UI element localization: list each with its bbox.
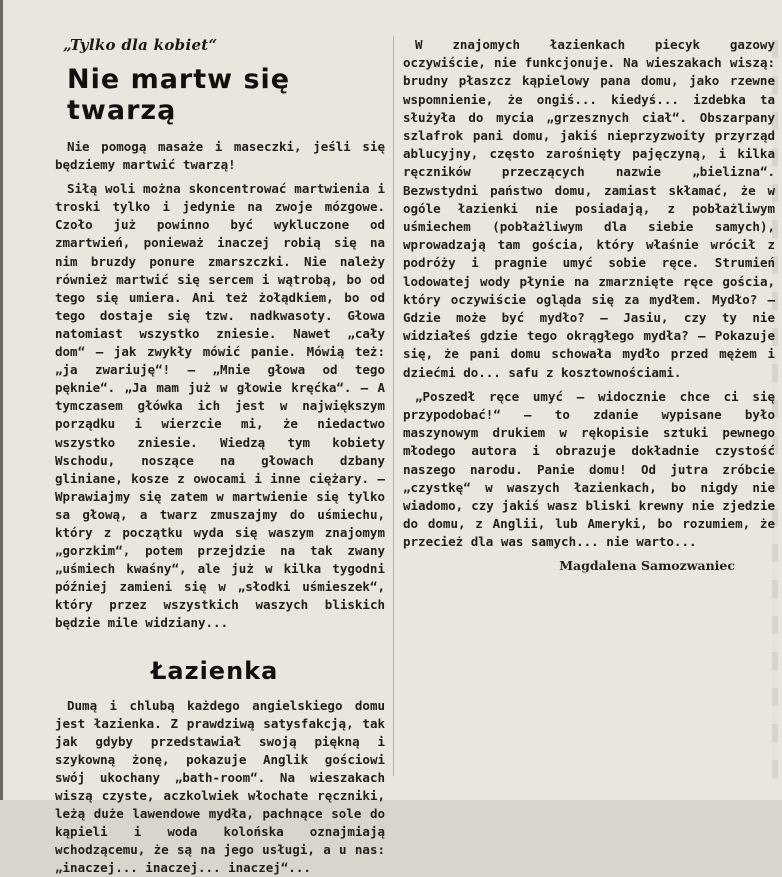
article-title-1: Nie martw się twarzą xyxy=(67,64,291,126)
article2-paragraph-1: Dumą i chlubą każdego angielskiego domu jest łazienka. Z prawdziwą satysfakcją, tak jak gdyby przedstawiał swoją piękną i szykowną żonę, pokazuje Anglik gościowi swój ukochany „bath-room“. Na wieszakach wiszą czyste, aczkolwiek włochate ręczniki, leżą duże lawendowe mydła, pachnące sole do kąpieli i woda kolońska oznajmiają wchodzącemu, że są na jego usługi, a u nas: „inaczej... inaczej... inaczej“... xyxy=(55,697,385,876)
article1-paragraph-1: Nie pomogą masaże i maseczki, jeśli się będziemy martwić twarzą! xyxy=(55,139,385,173)
column-divider xyxy=(393,36,394,776)
column-heading: „Tylko dla kobiet“ xyxy=(63,36,218,54)
right-column xyxy=(403,36,775,573)
article2-paragraph-3: „Poszedł ręce umyć — widocznie chce ci się przypodobać!“ — to zdanie wypisane było maszynowym drukiem w rękopisie sztuki pewnego młodego autora i obrazuje dokładnie czystość naszego narodu. Panie domu! Od jutra zróbcie „czystkę“ w waszych łazienkach, bo nigdy nie wiadomo, czy jakiś wasz bliski krewny nie zjedzie do domu, z Anglii, lub Ameryki, bo rozumiem, że przecież dla was samych... nie warto... xyxy=(403,388,775,550)
article2-paragraph-2: W znajomych łazienkach piecyk gazowy oczywiście, nie funkcjonuje. Na wieszakach wiszą: brudny płaszcz kąpielowy pana domu, jako rzewne wspomnienie, że ongiś... kiedyś... izdebka ta służyła do mycia „grzesznych ciał“. Obszarpany szlafrok pani domu, jakiś nieprzyzwoity przyrząd ablucyjny, często zarośnięty pajęczyną, i kilka ręczników przeczących nazwie „bielizna“. Bezwstydni państwo domu, zamiast skłamać, że w ogóle łazienki nie posiadają, z pobłażliwym uśmiechem (pobłażliwym dla siebie samych), wprowadzają tam gościa, który właśnie wrócił z podróży i pragnie umyć sobie ręce. Strumień lodowatej wody płynie na zmarznięte ręce gościa, który oczywiście ogląda się za mydłem. Mydło? — Gdzie może być mydło? — Jasiu, czy ty nie widziałeś gdzie tego okrągłego mydła? — Pokazuje się, że pani domu schowała mydło przed mężem i dziećmi do... safu z kosztownościami. xyxy=(403,37,775,380)
article-title-2: Łazienka xyxy=(151,656,279,685)
author-signature: Magdalena Samozwaniec xyxy=(559,557,735,573)
article1-paragraph-2: Siłą woli można skoncentrować martwienia i troski tylko i jedynie na zwoje mózgowe. Czoło już powinno być wykluczone od zmartwień, ponieważ inaczej robią się na nim bruzdy ponure zmarszczki. Nie należy również martwić się sercem i wątrobą, bo od tego się umiera. Ani też żołądkiem, bo od tego dostaje się tzw. nadkwasoty. Głowa natomiast wszystko zniesie. Nawet „cały dom“ — jak zwykły mówić panie. Mówią też: „ja zwariuję“! — „Mnie głowa od tego pęknie“. „Ja mam już w głowie kręćka“. — A tymczasem główka ich jest w największym porządku i wierzcie mi, że niedactwo wszystko zniesie. Wiedzą tym kobiety Wschodu, noszące na głowach dzbany gliniane, kosze z owocami i inne ciężary. — Wprawiajmy się zatem w martwienie się tylko sa głową, a twarz zmuszajmy do uśmiechu, który z początku wyda się waszym znajomym „gorzkim“, potem przejdzie na tak zwany „uśmiech kwaśny“, ale już w kilka tygodni później zamieni się w „słodki uśmieszek“, który przez wszystkich waszych bliskich będzie mile widziany... xyxy=(55,181,385,631)
left-column xyxy=(55,36,385,876)
